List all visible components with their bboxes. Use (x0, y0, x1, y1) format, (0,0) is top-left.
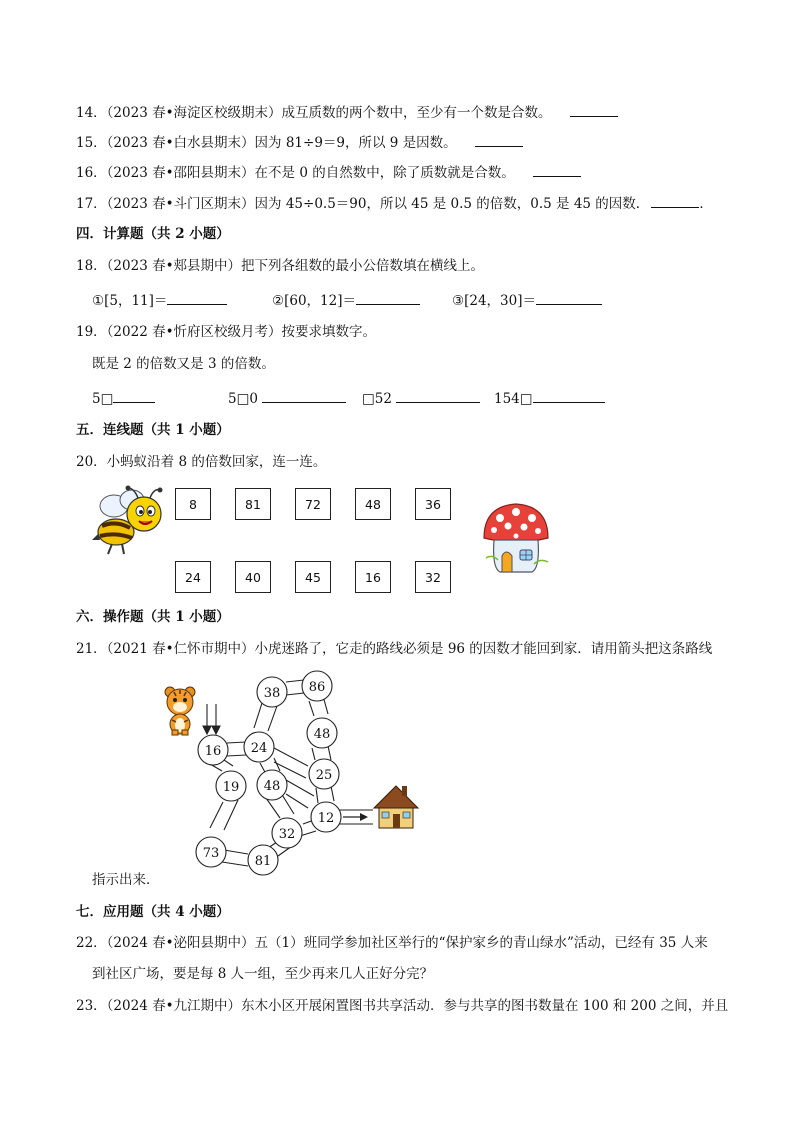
maze-node-label: 48 (313, 727, 331, 742)
answer-blank[interactable] (262, 388, 346, 403)
digit-item-label: 154□ (494, 391, 533, 407)
number-box-label: 8 (189, 496, 197, 512)
maze-node-label: 73 (202, 846, 220, 861)
section-7-heading: 七．应用题（共 4 小题） (76, 904, 230, 920)
arrow-head-icon (360, 813, 368, 821)
answer-blank[interactable] (570, 102, 618, 117)
number-box[interactable] (175, 488, 211, 520)
number-box[interactable] (235, 488, 271, 520)
digit-item-label: □52 (362, 391, 392, 407)
question-19-text: 19．（2022 春•忻府区校级月考）按要求填数字。 (76, 324, 377, 340)
maze-node-label: 38 (263, 686, 281, 701)
question-16-text: 16．（2023 春•邵阳县期末）在不是 0 的自然数中，除了质数就是合数。 (76, 165, 515, 181)
answer-blank[interactable] (533, 162, 581, 177)
lcm-item-label: ①[5，11]＝ (92, 293, 168, 309)
maze-node-label: 19 (222, 780, 240, 795)
section-6-heading: 六．操作题（共 1 小题） (76, 609, 230, 625)
question-20-text: 20．小蚂蚁沿着 8 的倍数回家，连一连。 (76, 454, 327, 470)
question-17-tail: ． (699, 196, 713, 212)
number-box-label: 81 (245, 496, 261, 512)
answer-blank[interactable] (475, 132, 523, 147)
question-15-text: 15．（2023 春•白水县期末）因为 81÷9＝9，所以 9 是因数。 (76, 135, 457, 151)
question-19-subtext: 既是 2 的倍数又是 3 的倍数。 (92, 356, 275, 372)
maze-node-label: 12 (317, 811, 335, 826)
answer-blank[interactable] (167, 290, 227, 305)
question-19-item-2 (228, 388, 346, 408)
house-icon (374, 786, 418, 828)
section-5-heading: 五．连线题（共 1 小题） (76, 422, 230, 438)
number-box-label: 32 (425, 569, 441, 585)
maze-node-label: 24 (250, 741, 268, 756)
maze-node-label: 81 (254, 854, 272, 869)
lcm-item-label: ②[60，12]＝ (272, 293, 356, 309)
question-22-text: 22．（2024 春•泌阳县期中）五（1）班同学参加社区举行的“保护家乡的青山绿水”活动，已经有 35 人来 (76, 935, 708, 951)
question-18-item-2 (272, 290, 420, 310)
number-box[interactable] (355, 488, 391, 520)
section-4-heading: 四．计算题（共 2 小题） (76, 226, 230, 242)
number-box[interactable] (415, 488, 451, 520)
maze-node-label: 16 (204, 744, 222, 759)
question-17 (76, 193, 713, 213)
digit-item-label: 5□ (92, 391, 114, 407)
arrow-head-icon (212, 726, 220, 734)
question-23-text: 23．（2024 春•九江期中）东木小区开展闲置图书共享活动．参与共享的图书数量在 100 和 200 之间，并且 (76, 998, 729, 1014)
number-box-label: 72 (305, 496, 321, 512)
mushroom-house-illustration (480, 498, 552, 578)
digit-item-label: 5□0 (228, 391, 258, 407)
number-box-label: 16 (365, 569, 381, 585)
maze-node-label: 86 (308, 680, 326, 695)
maze-node-label: 32 (278, 827, 296, 842)
maze-diagram (188, 668, 438, 883)
number-box-label: 48 (365, 496, 381, 512)
question-15 (76, 132, 523, 152)
question-21-continuation: 指示出来． (92, 872, 160, 888)
lcm-item-label: ③[24，30]＝ (452, 293, 536, 309)
question-17-text: 17．（2023 春•斗门区期末）因为 45÷0.5＝90，所以 45 是 0.5 的倍数，0.5 是 45 的因数． (76, 196, 650, 212)
question-19-item-3 (362, 388, 480, 408)
question-19-item-1 (92, 388, 155, 408)
answer-blank[interactable] (356, 290, 420, 305)
question-18-item-1 (92, 290, 227, 310)
number-box[interactable] (175, 561, 211, 593)
arrow-head-icon (203, 726, 211, 734)
answer-blank[interactable] (536, 290, 602, 305)
number-box[interactable] (355, 561, 391, 593)
maze-node-label: 25 (315, 768, 333, 783)
number-box[interactable] (415, 561, 451, 593)
number-box-label: 24 (185, 569, 201, 585)
number-box[interactable] (295, 488, 331, 520)
number-box-label: 45 (305, 569, 321, 585)
number-box[interactable] (295, 561, 331, 593)
question-22-continuation: 到社区广场，要是每 8 人一组，至少再来几人正好分完？ (92, 966, 434, 982)
question-18-text: 18．（2023 春•郏县期中）把下列各组数的最小公倍数填在横线上。 (76, 258, 485, 274)
bee-illustration (88, 484, 172, 556)
number-box-label: 36 (425, 496, 441, 512)
maze-node-label: 48 (263, 779, 281, 794)
question-21-text: 21．（2021 春•仁怀市期中）小虎迷路了，它走的路线必须是 96 的因数才能回到家．请用箭头把这条路线 (76, 641, 713, 657)
question-14 (76, 102, 618, 122)
question-19-item-4 (494, 388, 605, 408)
answer-blank[interactable] (113, 388, 155, 403)
number-box[interactable] (235, 561, 271, 593)
question-16 (76, 162, 581, 182)
number-box-label: 40 (245, 569, 261, 585)
answer-blank[interactable] (533, 388, 605, 403)
question-18-item-3 (452, 290, 602, 310)
answer-blank[interactable] (651, 193, 699, 208)
question-14-text: 14．（2023 春•海淀区校级期末）成互质数的两个数中，至少有一个数是合数。 (76, 105, 552, 121)
answer-blank[interactable] (396, 388, 480, 403)
